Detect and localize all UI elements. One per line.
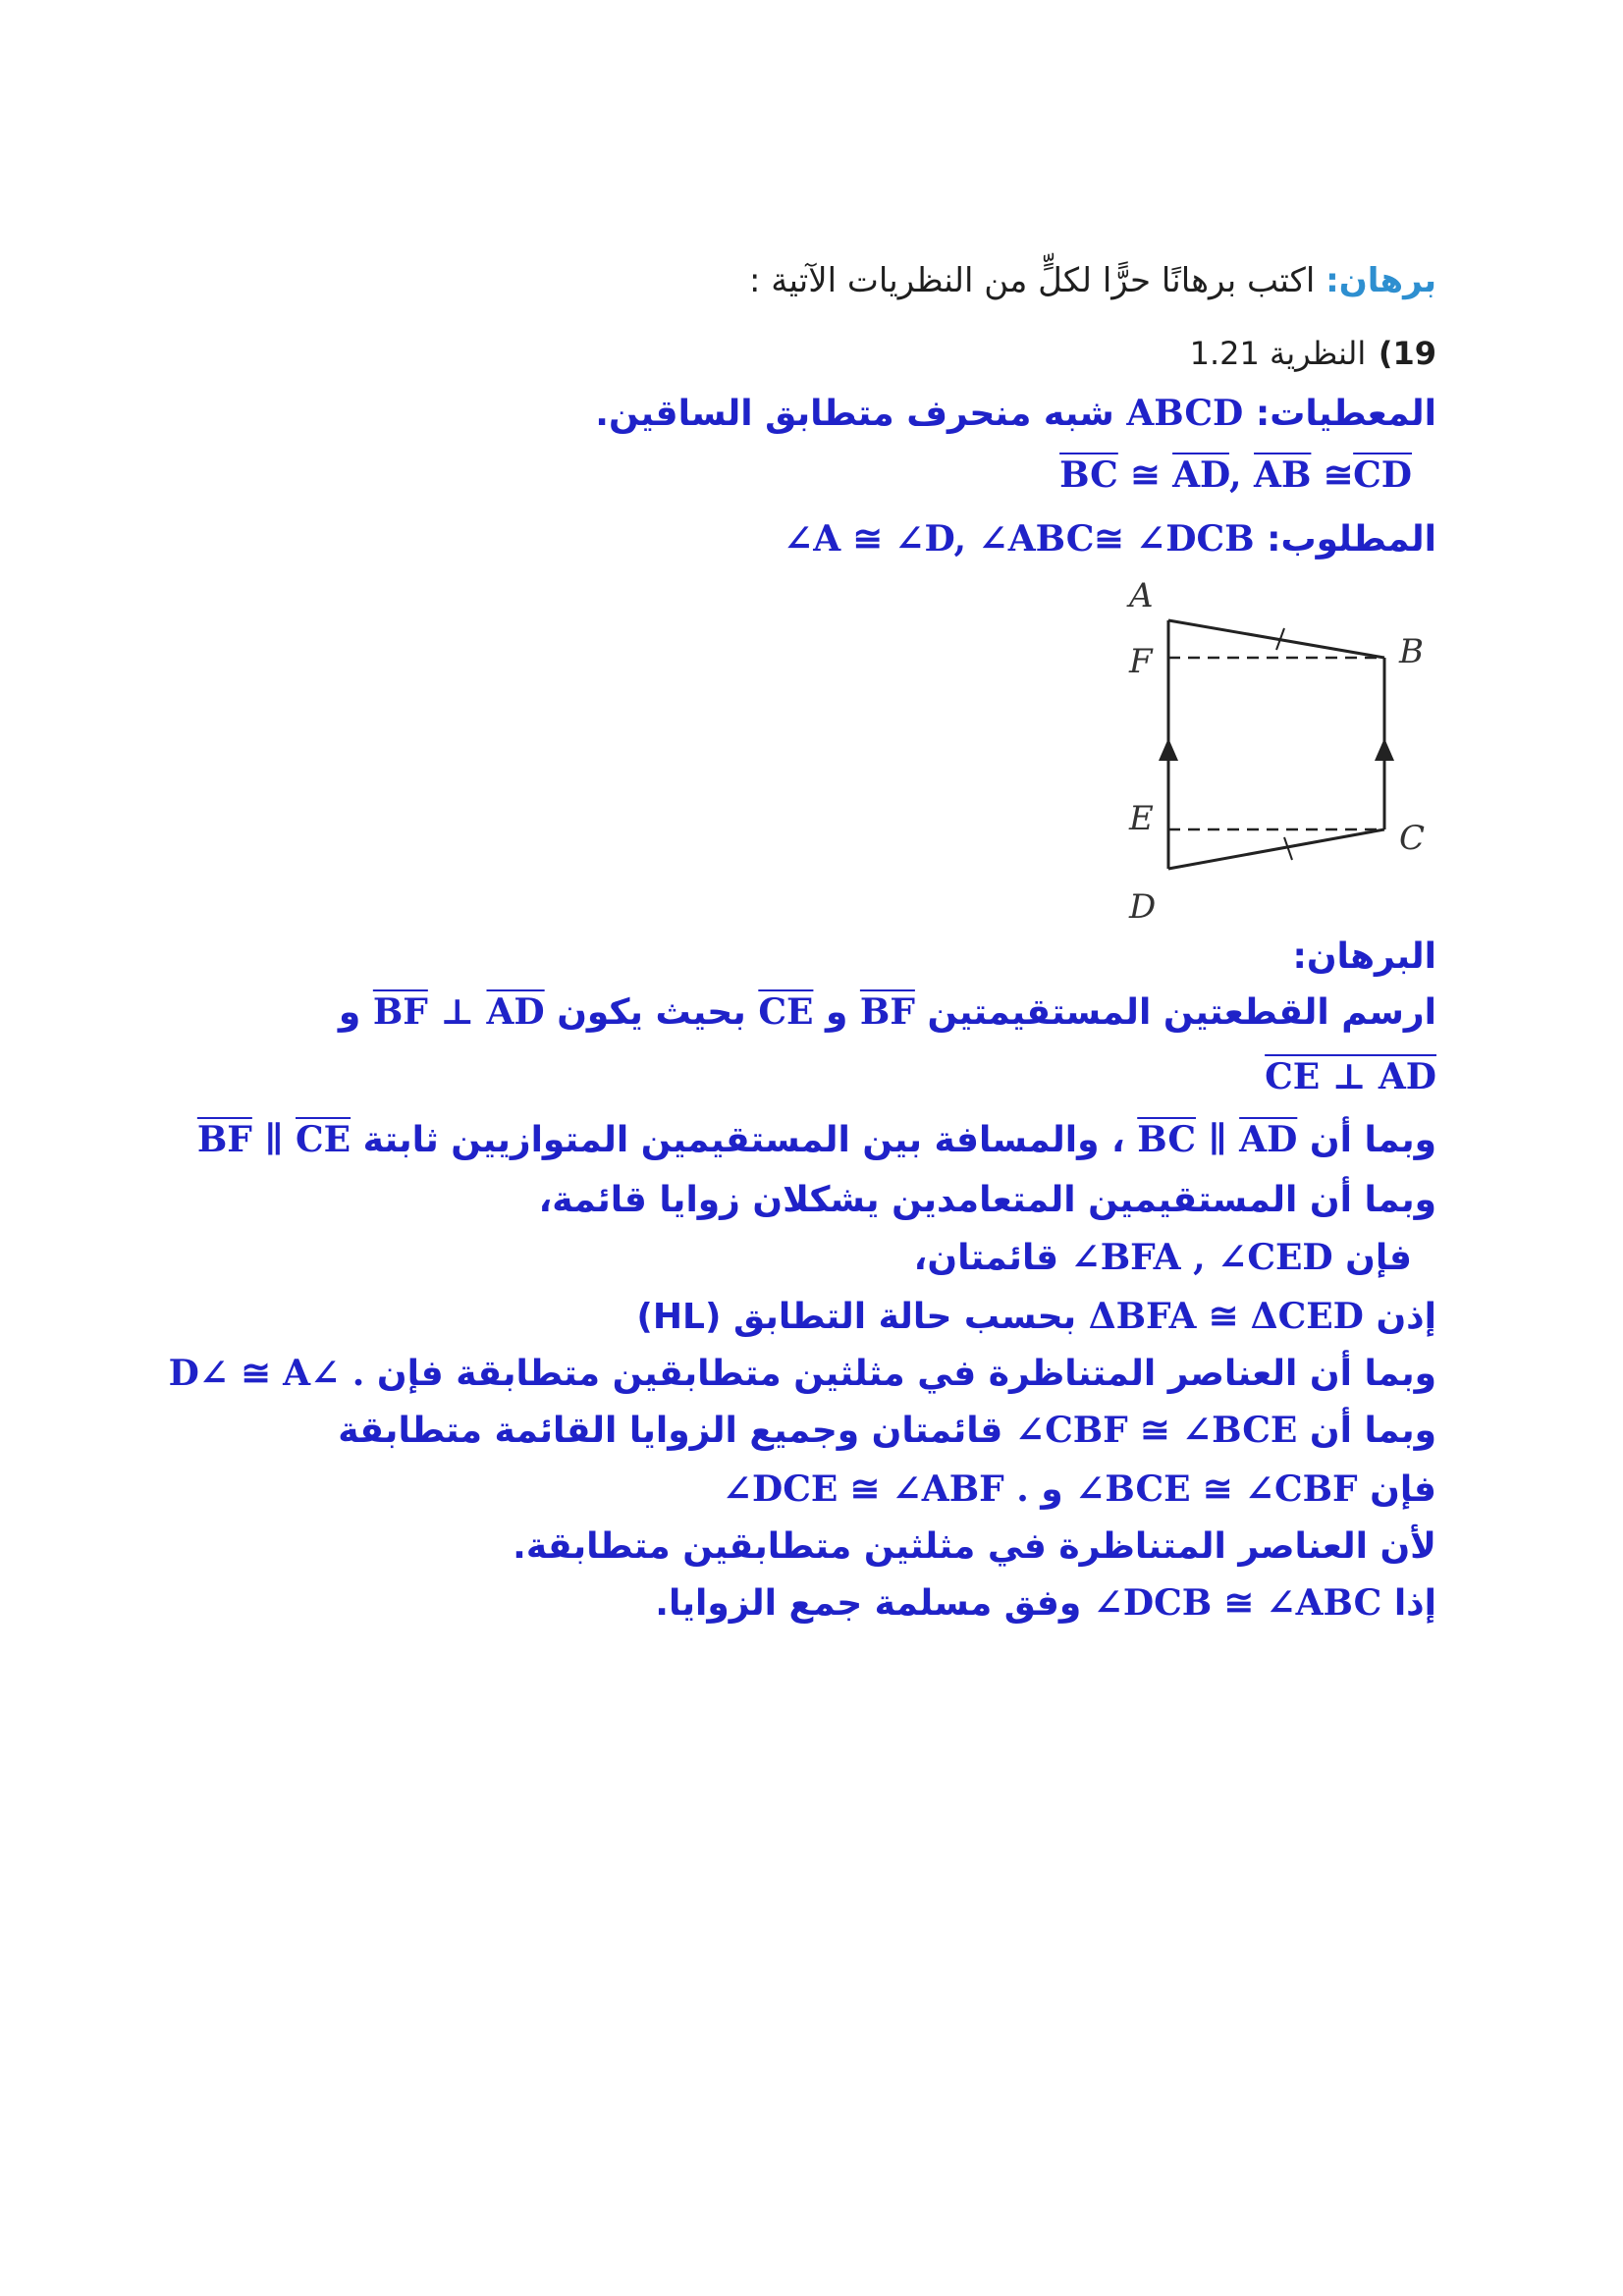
label-B: B (1399, 632, 1424, 671)
required-label: المطلوب: (1267, 519, 1436, 560)
exercise-header (749, 263, 1436, 299)
label-D: D (1129, 887, 1157, 927)
proof-line-6: إذن ΔBFA ≅ ΔCED بحسب حالة التطابق (HL) (636, 1296, 1436, 1337)
label-F: F (1129, 642, 1153, 681)
proof-line-9: فإن ∠BCE ≅ ∠CBF و ∠DCE ≅ ∠ABF . (722, 1468, 1436, 1510)
required-line (784, 520, 1436, 560)
label-E: E (1129, 799, 1154, 838)
problem-number: 19) (1378, 335, 1436, 372)
given-label: المعطيات: (1255, 394, 1436, 434)
proof-line-7: وبما أن العناصر المتناظرة في مثلثين متطابقين متطابقة فإن D∠ ≅ A∠ . (168, 1353, 1436, 1394)
proof-line-4: وبما أن المستقيمين المتعامدين يشكلان زوايا قائمة، (538, 1180, 1436, 1220)
proof-label: البرهان: (1292, 936, 1436, 977)
given-line (595, 395, 1436, 434)
given-text: شبه منحرف متطابق الساقين. (595, 394, 1114, 434)
label-C: C (1399, 819, 1426, 858)
header-instruction: اكتب برهانًا حرًّا لكلٍّ من النظريات الآتية : (749, 261, 1316, 300)
required-statement: ∠A ≅ ∠D, ∠ABC≅ ∠DCB (784, 518, 1255, 560)
header-label: برهان: (1325, 261, 1436, 300)
problem-title (1190, 334, 1436, 373)
theorem-name: النظرية 1.21 (1189, 335, 1367, 372)
trapezoid-figure (1100, 569, 1453, 942)
proof-line-2: CE ⊥ AD (1265, 1056, 1436, 1097)
given-congruence-math: $\overline{BC}$ ≅ $\overline{AD}$, $\overline{AB}$ $≅\overline{CD}$ (1059, 454, 1412, 496)
proof-line-10: لأن العناصر المتناظرة في مثلثين متطابقين متطابقة. (513, 1526, 1436, 1567)
given-shape: ABCD (1126, 393, 1244, 434)
proof-line-11: إذا ∠DCB ≅ ∠ABC وفق مسلمة جمع الزوايا. (655, 1582, 1436, 1624)
proof-line-3: وبما أن $\overline{AD}$ ∥ $\overline{BC}$ ، والمسافة بين المستقيمين المتوازيين ثابتة $\overline{CE}$ ∥ $\overline{BF}$ (196, 1119, 1436, 1160)
proof-line-8: وبما أن ∠CBF ≅ ∠BCE قائمتان وجميع الزوايا القائمة متطابقة (338, 1410, 1436, 1451)
given-congruences (1059, 456, 1412, 496)
label-A: A (1129, 576, 1154, 615)
proof-line-1: ارسم القطعتين المستقيمتين $\overline{BF}$ و $\overline{CE}$ بحيث يكون $\overline{AD}$ ⊥ $\overline{BF}$ و (338, 991, 1436, 1033)
proof-line-5: فإن ∠BFA , ∠CED قائمتان، (913, 1237, 1412, 1278)
